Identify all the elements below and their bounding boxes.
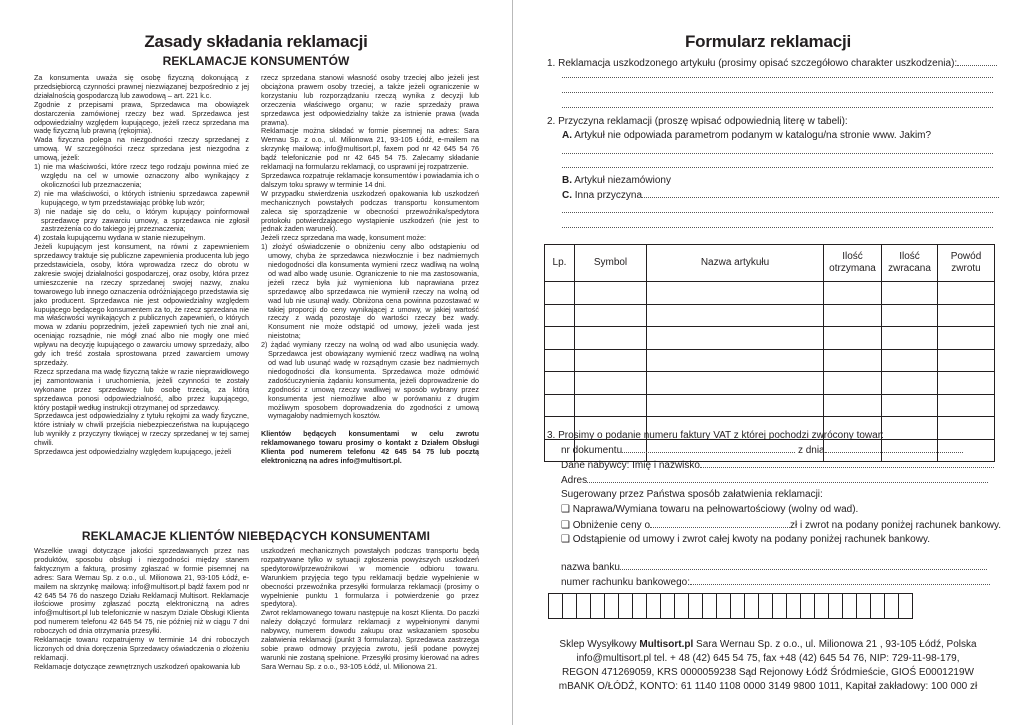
- account-digit-box[interactable]: [898, 593, 913, 619]
- bank-name-field[interactable]: [620, 561, 987, 570]
- table-cell[interactable]: [882, 372, 938, 395]
- table-cell[interactable]: [647, 349, 824, 372]
- table-cell[interactable]: [824, 349, 882, 372]
- account-digit-box[interactable]: [730, 593, 745, 619]
- other-reason-field[interactable]: [642, 189, 999, 198]
- account-digit-box[interactable]: [870, 593, 885, 619]
- table-row: [545, 327, 995, 350]
- account-number-line[interactable]: [690, 576, 990, 585]
- table-cell[interactable]: [575, 282, 647, 305]
- reason-b-letter: B.: [562, 175, 572, 186]
- table-cell[interactable]: [824, 372, 882, 395]
- table-cell[interactable]: [938, 304, 995, 327]
- table-cell[interactable]: [647, 394, 824, 417]
- table-row: [545, 372, 995, 395]
- account-digit-box[interactable]: [758, 593, 773, 619]
- table-cell[interactable]: [824, 282, 882, 305]
- reason-a: [562, 130, 931, 142]
- list-item: 3) nie nadaje się do celu, o którym kupujący poinformował sprzedawcę przy zawarciu umowy, a sprzedawca nie zgłosił zastrzeżenia co do takiego jej przeznaczenia;: [34, 206, 249, 234]
- account-digit-box[interactable]: [548, 593, 563, 619]
- question-3-label: 3. Prosimy o podanie numeru faktury VAT z której pochodzi zwrócony towar:: [547, 430, 884, 441]
- question-1: [547, 57, 997, 70]
- invoice-date-field[interactable]: [825, 444, 963, 453]
- account-digit-box[interactable]: [884, 593, 899, 619]
- account-digit-box[interactable]: [562, 593, 577, 619]
- list-item: 1) złożyć oświadczenie o obniżeniu ceny albo odstąpieniu od umowy, chyba że sprzedawca niezwłocznie i bez nadmiernych niedogodności dla konsumenta wymieni rzecz wadliwą na wolną od wad albo wadę usunie. Ograniczenie to nie ma zastosowania, jeżeli rzecz była już wymieniona lub naprawiana przez sprzedawcę albo sprzedawca nie wymienił rzeczy na wolną od wad lub nie usunął wady. Obniżona cena powinna pozostawać w takiej proporcji do ceny wynikającej z umowy, w jakiej wartość rzeczy z wadą pozostaje do wartości rzeczy bez wady. Konsument nie może odstąpić od umowy, jeżeli wada jest nieistotna;: [261, 242, 479, 341]
- account-digit-box[interactable]: [744, 593, 759, 619]
- paragraph: rzecz sprzedana stanowi własność osoby trzeciej albo jeżeli jest obciążona prawem osoby trzeciej, a także jeżeli ograniczenie w korzystaniu lub rozporządzaniu rzeczą wynika z decyzji lub orzeczenia właściwego organu; w razie sprzedaży prawa sprzedawca jest odpowiedzialny także za istnienie prawa (wada prawna).: [261, 73, 479, 127]
- consumer-rules-column-2: [261, 74, 479, 466]
- company-footer-line-4: mBANK O/ŁÓDŹ, KONTO: 61 1140 1108 0000 3149 9800 1011, Kapitał zakładowy: 100 000 zł: [558, 681, 978, 692]
- table-cell[interactable]: [545, 372, 575, 395]
- consumer-complaints-heading: REKLAMACJE KONSUMENTÓW: [162, 54, 350, 68]
- col-header-lp: Lp.: [545, 245, 575, 282]
- table-cell[interactable]: [545, 304, 575, 327]
- option-price-reduction[interactable]: [561, 519, 1001, 532]
- address-row: [561, 474, 988, 487]
- address-label: Adres: [561, 475, 588, 486]
- reduction-amount-field[interactable]: [650, 519, 790, 528]
- paragraph: Jeżeli rzecz sprzedana ma wadę, konsument może:: [261, 233, 426, 243]
- table-cell[interactable]: [647, 372, 824, 395]
- paragraph: Wada fizyczna polega na niezgodności rzeczy sprzedanej z umową. W szczególności rzecz sprzedana jest niezgodna z umową, jeżeli:: [34, 135, 249, 163]
- other-reason-line[interactable]: [562, 212, 993, 213]
- paragraph: Zgodnie z przepisami prawa, Sprzedawca ma obowiązek dostarczenia zamówionej rzeczy bez wad. Sprzedawca jest odpowiedzialny względem kupującego, jeżeli rzecz sprzedana ma wadę fizyczną lub prawną (rękojmia).: [34, 99, 249, 136]
- table-cell[interactable]: [545, 282, 575, 305]
- paragraph: Wszelkie uwagi dotyczące jakości sprzedawanych przez nas produktów, sposobu obsługi i niezgodności między stanem faktycznym a fakturą, prosimy zgłaszać w formie pisemnej na adres: Sara Wernau Sp. z o.o., ul. Milionowa 21, 93-105 Łódź, e-mailem na skrzynkę mailową: info@multisort.pl bądź faxem pod nr 42 645 54 76 do naszego Działu Reklamacji Multisort. Reklamacje ilościowe prosimy zgłaszać pocztą elektroniczną na adres info@multisort.pl lub telefonicznie w naszym Dziale Obsługi Klienta pod numerem telefonu 42 645 54 75, nie później niż w ciągu 7 dni roboczych od dnia otrzymania przesyłki.: [34, 546, 249, 636]
- account-digit-box[interactable]: [716, 593, 731, 619]
- damage-description-field[interactable]: [957, 57, 997, 66]
- table-cell[interactable]: [647, 304, 824, 327]
- account-number-label: numer rachunku bankowego:: [561, 577, 690, 588]
- paragraph: Zwrot reklamowanego towaru następuje na koszt Klienta. Do paczki należy dołączyć formularz reklamacji z wypełnionymi danymi nabywcy, numerem dowodu zakupu oraz wskazaniem sposobu załatwienia reklamacji (punkt 3 formularza). Sprzedawca zastrzega sobie prawo odmowy przyjęcia zwrotu, jeśli podane powyżej warunki nie zostaną spełnione. Przesyłki prosimy kierować na adres Sara Wernau Sp. z o.o., 93-105 Łódź, ul. Milionowa 21.: [261, 608, 479, 671]
- paragraph: W przypadku stwierdzenia uszkodzeń opakowania lub uszkodzeń mechanicznych powstałych podczas transportu konsumentom zaleca się sporządzenie w obecności przewoźnika/spedytora protokołu potwierdzającego wystąpienie uszkodzeń (nie jest to jednak żaden warunek).: [261, 188, 479, 234]
- reason-b-text: Artykuł niezamówiony: [574, 175, 671, 186]
- paragraph: Sprzedawca jest odpowiedzialny z tytułu rękojmi za wady fizyczne, które istniały w chwili przejścia niebezpieczeństwa na kupującego lub wynikły z przyczyny tkwiącej w rzeczy sprzedanej w tej samej chwili.: [34, 411, 249, 448]
- buyer-name-label: Dane nabywcy: Imię i nazwisko: [561, 460, 700, 471]
- table-cell[interactable]: [882, 327, 938, 350]
- list-item: 2) nie ma właściwości, o których istnieniu sprzedawca zapewnił kupującego, w tym przedstawiając próbkę lub wzór;: [34, 188, 249, 207]
- account-digit-box[interactable]: [688, 593, 703, 619]
- address-field[interactable]: [587, 474, 988, 483]
- shop-label: Sklep Wysyłkowy: [559, 639, 637, 650]
- damage-description-line[interactable]: [562, 107, 993, 108]
- reason-c-letter: C.: [562, 190, 572, 201]
- invoice-number-field[interactable]: [622, 444, 795, 453]
- reason-a-line[interactable]: [562, 153, 993, 154]
- table-row: [545, 349, 995, 372]
- account-digit-box[interactable]: [576, 593, 591, 619]
- paragraph: Sprzedawca jest odpowiedzialny względem kupującego, jeżeli: [34, 447, 232, 457]
- account-digit-box[interactable]: [702, 593, 717, 619]
- paragraph: Sprzedawca rozpatruje reklamacje konsumentów i powiadamia ich o dalszym toku sprawy w terminie 14 dni.: [261, 170, 479, 189]
- account-digit-box[interactable]: [856, 593, 871, 619]
- reason-c-text: Inna przyczyna: [574, 190, 643, 201]
- table-cell[interactable]: [882, 304, 938, 327]
- table-cell[interactable]: [882, 417, 938, 440]
- table-cell[interactable]: [938, 327, 995, 350]
- table-cell[interactable]: [938, 417, 995, 440]
- company-footer-line-3: REGON 471269059, KRS 0000059238 Sąd Rejonowy Łódź Śródmieście, GIOŚ E0001219W: [562, 667, 974, 678]
- table-cell[interactable]: [647, 327, 824, 350]
- col-header-qty-returned: Ilość zwracana: [882, 245, 938, 282]
- business-rules-column-2: [261, 547, 479, 672]
- table-cell[interactable]: [545, 394, 575, 417]
- paragraph: Reklamacje towaru rozpatrujemy w terminie 14 dni roboczych liczonych od dnia doręczenia Sprzedawcy oświadczenia o złożeniu reklamacji.: [34, 635, 249, 662]
- buyer-row: [561, 459, 994, 472]
- account-digit-box[interactable]: [814, 593, 829, 619]
- table-cell[interactable]: [824, 304, 882, 327]
- consumer-return-contact-note: Klientów będących konsumentami w celu zwrotu reklamowanego towaru prosimy o kontakt z Działem Obsługi Klienta pod numerem telefonu 42 645 54 75 lub pocztą elektroniczną na adres info@multisort.pl.: [261, 429, 479, 466]
- list-item: 2) żądać wymiany rzeczy na wolną od wad albo usunięcia wady. Sprzedawca jest obowiązany wymienić rzecz wadliwą na wolną od wad lub usunąć wadę w rozsądnym czasie bez nadmiernych niedogodności dla konsumenta. Sprzedawca może odmówić zadośćuczynienia żądaniu konsumenta, jeżeli doprowadzenie do zgodności z umową rzeczy wadliwej w sposób wybrany przez konsumenta jest niemożliwe albo w porównaniu z drugim możliwym sposobem doprowadzenia do zgodności z umową wymagałoby nadmiernych kosztów.: [261, 340, 479, 421]
- paragraph: uszkodzeń mechanicznych powstałych podczas transportu będą rozpatrywane tylko w sytuacji zgłoszenia powyższych uszkodzeń spedytorowi/przewoźnikowi w momencie odbioru towaru. Warunkiem przyjęcia tego typu reklamacji będzie wypełnienie w obecności przewoźnika przesyłki formularza reklamacji (prosimy o wypełnienie punktu 1 formularza i potwierdzenie go przez spedytora).: [261, 546, 479, 609]
- damage-description-line[interactable]: [562, 92, 993, 93]
- table-cell[interactable]: [545, 349, 575, 372]
- paragraph: Jeżeli kupującym jest konsument, na równi z zapewnieniem sprzedawcy traktuje się publiczne zapewnienia producenta lub jego przedstawiciela, osoby, która wprowadza rzecz do obrotu w zakresie swojej działalności gospodarczej, oraz osoby, która przez umieszczenie na rzeczy sprzedanej swojej nazwy, znaku towarowego lub innego oznaczenia odróżniającego przedstawia się jako producent. Sprzedawca nie jest odpowiedzialny względem kupującego będącego konsumentem za to, że rzecz sprzedana nie ma właściwości wynikających z publicznych zapewnień, o których mowa w zdaniu poprzednim, jeżeli zapewnień tych nie znał ani, oceniając rozsądnie, nie mógł znać albo nie mogły one mieć wpływu na decyzję kupującego o zawarciu umowy sprzedaży, albo gdy ich treść została sprostowana przed zawarciem umowy sprzedaży.: [34, 242, 249, 367]
- reason-a-line[interactable]: [562, 167, 993, 168]
- table-row: [545, 282, 995, 305]
- col-header-return-reason: Powód zwrotu: [938, 245, 995, 282]
- account-digit-box[interactable]: [632, 593, 647, 619]
- consumer-rules-column-1: [34, 74, 249, 457]
- account-digit-box[interactable]: [618, 593, 633, 619]
- other-reason-line[interactable]: [562, 227, 993, 228]
- question-1-label: 1. Reklamacja uszkodzonego artykułu (prosimy opisać szczegółowo charakter uszkodzenia):: [547, 58, 958, 69]
- reason-a-text: Artykuł nie odpowiada parametrom podanym w katalogu/na stronie www. Jakim?: [574, 130, 932, 141]
- table-cell[interactable]: [545, 327, 575, 350]
- table-cell[interactable]: [882, 349, 938, 372]
- reason-b: [562, 175, 671, 187]
- table-cell[interactable]: [938, 282, 995, 305]
- company-address: Sara Wernau Sp. z o.o., ul. Milionowa 21 , 93-105 Łódź, Polska: [696, 639, 977, 650]
- list-item: 1) nie ma właściwości, które rzecz tego rodzaju powinna mieć ze względu na cel w umowie oznaczony albo wynikający z okoliczności lub przeznaczenia;: [34, 162, 249, 189]
- damage-description-line[interactable]: [562, 77, 993, 78]
- option-price-reduction-suffix: zł i zwrot na podany poniżej rachunek bankowy.: [790, 520, 1002, 531]
- table-cell[interactable]: [824, 394, 882, 417]
- table-header-row: [545, 245, 995, 282]
- col-header-qty-received: Ilość otrzymana: [824, 245, 882, 282]
- account-digit-box[interactable]: [674, 593, 689, 619]
- account-digit-box[interactable]: [604, 593, 619, 619]
- table-cell[interactable]: [575, 304, 647, 327]
- account-digit-box[interactable]: [786, 593, 801, 619]
- settlement-method-label: Sugerowany przez Państwa sposób załatwienia reklamacji:: [561, 489, 823, 500]
- table-cell[interactable]: [938, 372, 995, 395]
- invoice-number-label: nr dokumentu: [561, 445, 623, 456]
- bank-name-label: nazwa banku: [561, 562, 620, 573]
- account-digit-box[interactable]: [660, 593, 675, 619]
- paragraph: Rzecz sprzedana ma wadę fizyczną także w razie nieprawidłowego jej zamontowania i uruchomienia, jeżeli czynności te zostały wykonane przez sprzedawcę lub osobę trzecią, za którą sprzedawca ponosi odpowiedzialność, albo przez kupującego, który postąpił według instrukcji otrzymanej od sprzedawcy.: [34, 366, 249, 412]
- table-row: [545, 394, 995, 417]
- buyer-name-field[interactable]: [700, 459, 994, 468]
- question-2-label: 2. Przyczyna reklamacji (proszę wpisać odpowiednią literę w tabeli):: [547, 116, 848, 127]
- table-cell[interactable]: [824, 327, 882, 350]
- company-footer-line-2: info@multisort.pl tel. + 48 (42) 645 54 75, fax +48 (42) 645 54 76, NIP: 729-11-98-179,: [576, 653, 960, 664]
- option-withdraw-refund[interactable]: ❑ Odstąpienie od umowy i zwrot całej kwoty na podany poniżej rachunek bankowy.: [561, 534, 930, 545]
- account-number-row: [561, 576, 990, 589]
- account-digit-box[interactable]: [772, 593, 787, 619]
- table-cell[interactable]: [575, 394, 647, 417]
- invoice-row: [561, 444, 963, 457]
- page-fold-divider: [512, 0, 513, 725]
- paragraph: Reklamacje dotyczące zewnętrznych uszkodzeń opakowania lub: [34, 661, 241, 671]
- brand-name: Multisort.pl: [639, 639, 694, 650]
- table-cell[interactable]: [938, 349, 995, 372]
- col-header-item-name: Nazwa artykułu: [647, 245, 824, 282]
- account-digit-box[interactable]: [828, 593, 843, 619]
- complaint-form-title: Formularz reklamacji: [684, 32, 852, 51]
- reason-c: [562, 189, 999, 202]
- business-complaints-heading: REKLAMACJE KLIENTÓW NIEBĘDĄCYCH KONSUMENTAMI: [81, 529, 431, 543]
- table-cell[interactable]: [647, 282, 824, 305]
- table-cell[interactable]: [882, 282, 938, 305]
- account-number-boxes: [548, 593, 912, 619]
- account-digit-box[interactable]: [590, 593, 605, 619]
- list-item: 4) została kupującemu wydana w stanie niezupełnym.: [34, 233, 206, 243]
- table-cell[interactable]: [575, 349, 647, 372]
- complaint-rules-title: Zasady składania reklamacji: [144, 32, 368, 51]
- table-row: [545, 304, 995, 327]
- invoice-date-label: z dnia: [797, 445, 825, 456]
- table-cell[interactable]: [575, 372, 647, 395]
- paragraph: Reklamacje można składać w formie pisemnej na adres: Sara Wernau Sp. z o.o., ul. Milionowa 21, 93-105 Łódź, e-mailem na skrzynkę mailową: info@multisort.pl, faxem pod nr 42 645 54 76 bądź telefonicznie pod nr 42 645 54 75. Zalecamy składanie reklamacji na formularzu reklamacji, co usprawni jej rozpatrzenie.: [261, 126, 479, 172]
- table-cell[interactable]: [882, 394, 938, 417]
- account-digit-box[interactable]: [842, 593, 857, 619]
- paragraph: Za konsumenta uważa się osobę fizyczną dokonującą z przedsiębiorcą czynności prawnej niezwiązanej bezpośrednio z jej działalnością gospodarczą lub zawodową – art. 221 k.c.: [34, 73, 249, 100]
- company-footer-line-1: [512, 637, 1024, 652]
- business-rules-column-1: [34, 547, 249, 672]
- option-price-reduction-prefix: ❑ Obniżenie ceny o: [561, 520, 651, 531]
- account-digit-box[interactable]: [646, 593, 661, 619]
- bank-name-row: [561, 561, 987, 574]
- table-cell[interactable]: [575, 327, 647, 350]
- col-header-symbol: Symbol: [575, 245, 647, 282]
- option-repair-replace[interactable]: ❑ Naprawa/Wymiana towaru na pełnowartościowy (wolny od wad).: [561, 504, 859, 515]
- account-digit-box[interactable]: [800, 593, 815, 619]
- table-cell[interactable]: [938, 394, 995, 417]
- reason-a-letter: A.: [562, 130, 572, 141]
